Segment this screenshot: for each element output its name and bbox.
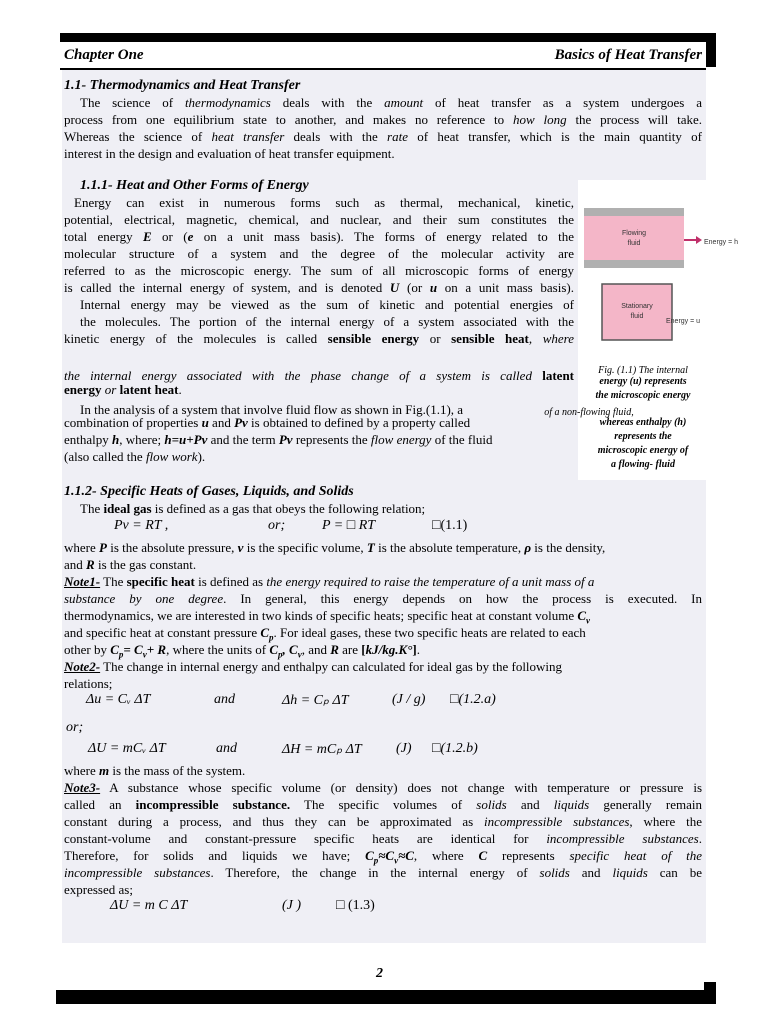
figure-caption-6: represents the (614, 431, 672, 442)
heading-1-1: 1.1- Thermodynamics and Heat Transfer (64, 78, 301, 93)
eq-1-2b-and: and (216, 741, 237, 756)
energy-h-label: Energy = h (704, 239, 739, 246)
s1-line-3: Whereas the science of heat transfer deals with the rate of heat transfer, which is the main quantity of (64, 129, 702, 144)
eq-1-2a-unit: (J / g) (392, 692, 426, 707)
s2-line-4: molecular structure of a system and the degree of the molecular activity are (64, 246, 574, 261)
flowing-fluid-region (584, 216, 684, 260)
s3-line-1: The ideal gas is defined as a gas that obeys the following relation; (80, 501, 426, 516)
s2-line-3: total energy E or (e on a unit mass basis). The forms of energy related to the (64, 229, 574, 244)
footer-bar-right (704, 982, 716, 1004)
figure-caption-4: of a non-flowing fluid, (544, 407, 634, 418)
s2-line-13: combination of properties u and Pv is obtained to defined by a property called (64, 415, 471, 430)
note3-line-6: incompressible substances. Therefore, the change in the internal energy of solids and liquids can be (64, 865, 702, 880)
note2-line-1: Note2- The change in internal energy and enthalpy can calculated for ideal gas by the following (64, 659, 563, 674)
eq-1-2b-rhs: ΔH = mCₚ ΔT (282, 742, 362, 757)
figure-caption-3: the microscopic energy (595, 390, 691, 401)
s2-line-1: Energy can exist in numerous forms such as thermal, mechanical, kinetic, (74, 195, 574, 210)
figure-caption-8: a flowing- fluid (611, 459, 675, 470)
s2-line-10: the internal energy associated with the phase change of a system is called latent (64, 368, 575, 383)
eq-1-2a-lhs: Δu = Cᵥ ΔT (86, 692, 151, 707)
arrow-head-icon (696, 236, 702, 244)
s2-line-8: the molecules. The portion of the internal energy of a system associated with the (80, 314, 574, 329)
note3-line-3: constant during a process, and thus they can be approximated as incompressible substances, where the (64, 814, 703, 829)
section-title: Basics of Heat Transfer (554, 47, 702, 63)
s2-line-6: is called the internal energy of system, and is denoted U (or u on a unit mass basis). (64, 280, 574, 295)
stationary-fluid-label: Stationary (621, 303, 653, 310)
stationary-fluid-label-2: fluid (630, 313, 644, 320)
energy-u-label: Energy = u (666, 318, 701, 325)
figure-caption-2: energy (u) represents (599, 376, 687, 387)
note1-line-1: Note1- The specific heat is defined as the energy required to raise the temperature of a unit mass of a (64, 574, 595, 589)
eq-1-1-number: □(1.1) (432, 518, 468, 533)
s2-line-7: Internal energy may be viewed as the sum of kinetic and potential energies of (80, 297, 574, 312)
eq-1-2b-lhs: ΔU = mCᵥ ΔT (88, 741, 166, 756)
note1-line-4: and specific heat at constant pressure $C_p$. For ideal gases, these two specific heats are related to each (64, 625, 586, 643)
s3-mass-line: where m is the mass of the system. (64, 763, 246, 778)
eq-1-3-lhs: ΔU = m C ΔT (110, 898, 188, 913)
eq-1-2b-number: □(1.2.b) (432, 741, 478, 756)
eq-1-3-number: □ (1.3) (336, 898, 375, 913)
note3-line-4: constant-volume and constant-pressure specific heats are identical for incompressible substances. (64, 831, 702, 846)
note3-line-5: Therefore, for solids and liquids we have; $C_p\approx C_v\approx C$, where C represents specific heat of the (64, 848, 702, 866)
header-shadow-right (706, 33, 716, 67)
s3-line-3: and R is the gas constant. (64, 557, 197, 572)
heading-1-1-1: 1.1.1- Heat and Other Forms of Energy (80, 178, 309, 193)
eq-1-3-unit: (J ) (282, 898, 302, 913)
eq-1-2a-rhs: Δh = Cₚ ΔT (282, 693, 349, 708)
note1-line-2: substance by one degree. In general, this energy depends on how the process is executed. In (64, 591, 703, 606)
heading-1-1-2: 1.1.2- Specific Heats of Gases, Liquids, and Solids (64, 484, 354, 499)
flowing-fluid-label: Flowing (621, 230, 647, 237)
s1-line-4: interest in the design and evaluation of heat transfer equipment. (64, 146, 395, 161)
s2-line-2: potential, electrical, magnetic, chemical, and nuclear, and their sum constitutes the (64, 212, 574, 227)
eq-1-2b-unit: (J) (396, 741, 412, 756)
s1-line-1: The science of thermodynamics deals with the amount of heat transfer as a system undergoes a (80, 95, 702, 110)
stationary-fluid-tank (602, 284, 672, 340)
note1-line-3: thermodynamics, we are interested in two kinds of specific heats; specific heat at constant volume $C_v$ (64, 608, 591, 626)
note3-line-7: expressed as; (64, 882, 133, 897)
figure-caption-5: whereas enthalpy (h) (599, 417, 687, 428)
s1-line-2: process from one equilibrium state to another, and makes no reference to how long the process will take. (64, 112, 702, 127)
chapter-title: Chapter One (64, 47, 144, 63)
flowing-fluid-label-2: fluid (627, 240, 641, 247)
lower-wall (584, 260, 684, 268)
upper-wall (584, 208, 684, 216)
s2-line-12: In the analysis of a system that involve fluid flow as shown in Fig.(1.1), a (80, 402, 464, 417)
or-label: or; (66, 720, 84, 735)
s2-line-9: kinetic energy of the molecules is called sensible energy or sensible heat, where (64, 331, 574, 346)
page-number: 2 (376, 966, 383, 981)
eq-1-1-or: or; (268, 518, 286, 533)
footer-bar (56, 992, 716, 1004)
s3-line-2: where P is the absolute pressure, v is the specific volume, T is the absolute temperature, ρ is the density, (64, 540, 606, 555)
eq-1-1-lhs: Pv = RT , (114, 518, 169, 533)
note3-line-1: Note3- A substance whose specific volume (or density) does not change with temperature or pressure is (64, 780, 702, 795)
energy-diagram (578, 180, 739, 360)
eq-1-1-rhs: P = □ RT (322, 518, 376, 533)
note3-line-2: called an incompressible substance. The specific volumes of solids and liquids generally remain (64, 797, 703, 812)
s2-line-14: enthalpy h, where; h=u+Pv and the term Pv represents the flow energy of the fluid (64, 432, 493, 447)
s2-line-15: (also called the flow work). (64, 449, 206, 464)
note2-line-2: relations; (64, 676, 113, 691)
note1-line-5: other by $C_p= C_v+ R$, where the units of $C_p$, $C_v$, and R are [kJ/kg.K°]. (64, 642, 420, 660)
figure-caption-7: microscopic energy of (597, 445, 689, 456)
s2-line-11: energy or latent heat. (64, 382, 182, 397)
figure-caption-1: Fig. (1.1) The internal (598, 365, 688, 376)
s2-line-5: referred to as the microscopic energy. The sum of all microscopic forms of energy (64, 263, 574, 278)
eq-1-2a-and: and (214, 692, 235, 707)
header-shadow (60, 33, 716, 40)
eq-1-2a-number: □(1.2.a) (450, 692, 496, 707)
